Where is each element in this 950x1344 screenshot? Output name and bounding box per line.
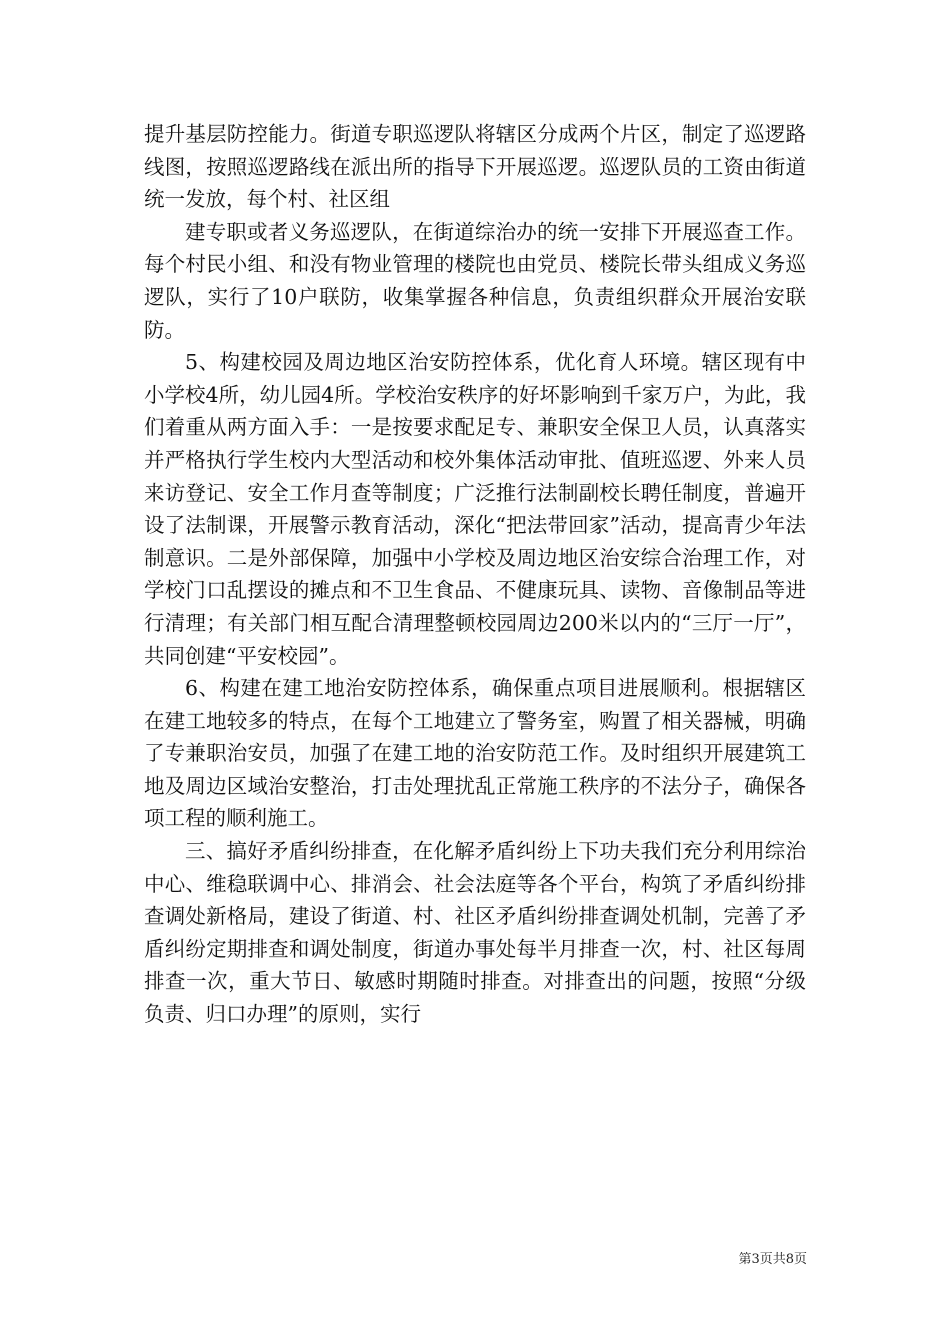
body-text bbox=[144, 118, 806, 1031]
page-number: 第3页共8页 bbox=[738, 1252, 807, 1267]
paragraph-construction-site: 6、构建在建工地治安防控体系，确保重点项目进展顺利。根据辖区在建工地较多的特点，在每个工地建立了警务室，购置了相关器械，明确了专兼职治安员，加强了在建工地的治安防范工作。及时组织开展建筑工地及周边区域治安整治，打击处理扰乱正常施工秩序的不法分子，确保各项工程的顺利施工。 bbox=[144, 676, 806, 831]
paragraph-dispute-resolution: 三、搞好矛盾纠纷排查，在化解矛盾纠纷上下功夫我们充分利用综治中心、维稳联调中心、排消会、社会法庭等各个平台，构筑了矛盾纠纷排查调处新格局，建设了街道、村、社区矛盾纠纷排查调处机制，完善了矛盾纠纷定期排查和调处制度，街道办事处每半月排查一次，村、社区每周排查一次，重大节日、敏感时期随时排查。对排查出的问题，按照“分级负责、归口办理”的原则，实行 bbox=[144, 839, 806, 1027]
paragraph-patrol-continued: 提升基层防控能力。街道专职巡逻队将辖区分成两个片区，制定了巡逻路线图，按照巡逻路线在派出所的指导下开展巡逻。巡逻队员的工资由街道统一发放，每个村、社区组 bbox=[144, 122, 806, 212]
paragraph-volunteer-patrol: 建专职或者义务巡逻队，在街道综治办的统一安排下开展巡查工作。每个村民小组、和没有物业管理的楼院也由党员、楼院长带头组成义务巡逻队，实行了10户联防，收集掌握各种信息，负责组织群众开展治安联防。 bbox=[144, 219, 806, 342]
paragraph-campus-security: 5、构建校园及周边地区治安防控体系，优化育人环境。辖区现有中小学校4所，幼儿园4所。学校治安秩序的好坏影响到千家万户，为此，我们着重从两方面入手：一是按要求配足专、兼职安全保卫人员，认真落实并严格执行学生校内大型活动和校外集体活动审批、值班巡逻、外来人员来访登记、安全工作月查等制度；广泛推行法制副校长聘任制度，普遍开设了法制课，开展警示教育活动，深化“把法带回家”活动，提高青少年法制意识。二是外部保障，加强中小学校及周边地区治安综合治理工作，对学校门口乱摆设的摊点和不卫生食品、不健康玩具、读物、音像制品等进行清理；有关部门相互配合清理整顿校园周边200米以内的“三厅一厅”，共同创建“平安校园”。 bbox=[144, 350, 806, 668]
